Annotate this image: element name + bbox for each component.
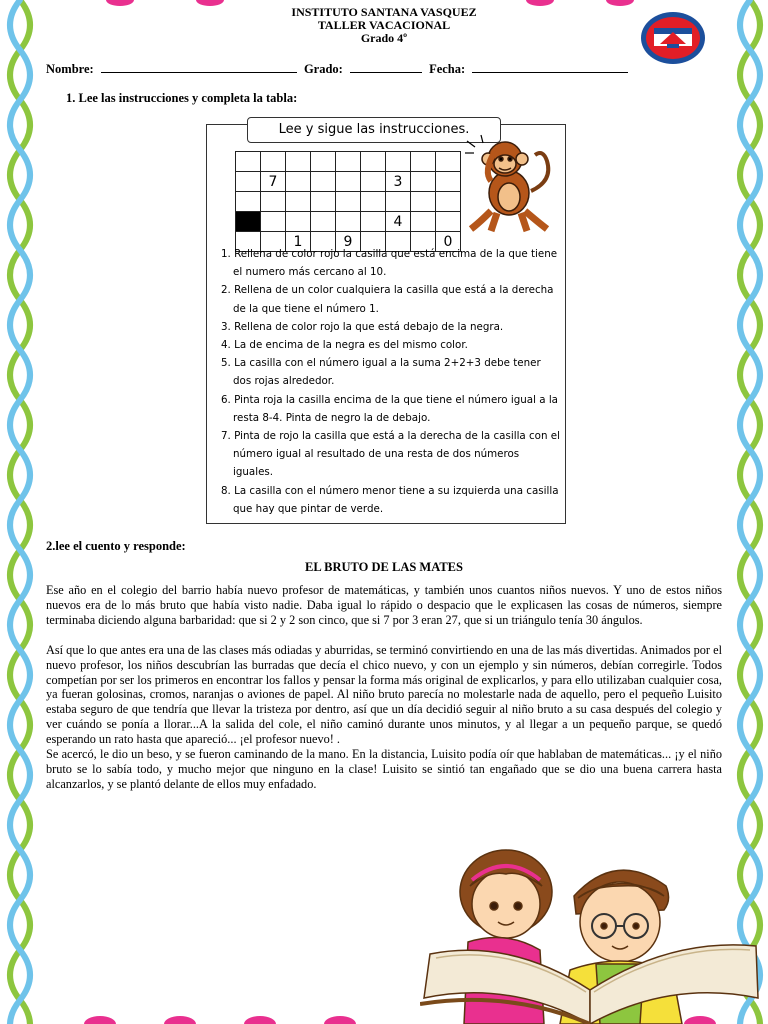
grade-label: Grado: [303,62,343,76]
school-name: INSTITUTO SANTANA VASQUEZ [291,5,477,19]
card-title: Lee y sigue las instrucciones. [247,117,501,143]
monkey-illustration [461,131,557,235]
grid-cell[interactable] [336,212,361,232]
date-label: Fecha: [429,62,466,76]
program-name: TALLER VACACIONAL [317,18,451,32]
story-body [46,583,722,792]
grid-cell[interactable] [361,192,386,212]
story-paragraph: Ese año en el colegio del barrio había nuevo profesor de matemáticas, y también unos cuantos niños nuevos. Y uno de estos niños nuevos era de lo más bruto que había visto nadie. Daba igual lo rápido o despacio que le explicasen las cosas de números, siempre terminaba diciendo alguna barbaridad: que si 2 y 2 son cinco, que si 7 por 3 eran 27, que si un triángulo tenía 30 ángulos. [46,583,722,627]
grid-cell[interactable] [286,192,311,212]
grid-cell[interactable] [336,172,361,192]
pink-dot [84,1016,116,1024]
left-blue-vine [10,0,30,1024]
grid-cell[interactable] [386,152,411,172]
grid-cell[interactable] [236,152,261,172]
grid-cell[interactable]: 0 [436,232,461,252]
grid-cell[interactable] [436,152,461,172]
grid-cell[interactable] [436,212,461,232]
instruction-item: 2. Rellena de un color cualquiera la casilla que está a la derecha de la que tiene el número 1. [221,284,554,315]
grid-cell[interactable] [436,192,461,212]
grid-cell[interactable] [436,172,461,192]
instruction-item: 4. La de encima de la negra es del mismo color. [221,339,468,352]
grid-cell[interactable] [411,152,436,172]
grid-cell[interactable] [261,152,286,172]
exercise-2-prompt: 2.lee el cuento y responde: [46,539,186,553]
grid-row [236,172,461,192]
left-green-vine [10,0,30,1024]
instruction-item: 3. Rellena de color rojo la que está debajo de la negra. [221,320,504,333]
grid-cell[interactable] [411,212,436,232]
grid-row [236,212,461,232]
grid-cell[interactable] [261,192,286,212]
grid-cell[interactable] [361,172,386,192]
pink-dot [324,1016,356,1024]
grid-cell[interactable]: 3 [386,172,411,192]
instruction-item: 6. Pinta roja la casilla encima de la que tiene el número igual a la resta 8-4. Pinta de negro la de debajo. [221,393,558,424]
grid-cell[interactable] [336,192,361,212]
date-field[interactable] [472,62,628,73]
story-title: EL BRUTO DE LAS MATES [305,560,463,574]
grid-cell[interactable] [311,152,336,172]
children-reading-illustration [420,830,760,1024]
instruction-list [221,245,561,518]
grid-cell[interactable] [336,152,361,172]
story-paragraph: Así que lo que antes era una de las clases más odiadas y aburridas, se terminó convirtiendo en una de las más divertidas. Animados por el nuevo profesor, los niños descubrían las burradas que decía el chico nuevo, y con un ejemplo y sin números, debían corregirle. Todos competían por ser los primeros en encontrar los fallos y pensar la forma más original de explicarlos, y para ello utilizaban cualquier cosa, ya fueran golosinas, cromos, naranjas o aviones de papel. Al niño bruto parecía no molestarle nada de aquello, pero el pequeño Luisito estaba seguro de que tendría que llevar la tristeza por dentro, así que un día decidió seguir al niño bruto a su casa después del colegio y ver cuándo se ponía a llorar...A la salida del cole, el niño caminó durante unos minutos, y al llegar a un pequeño parque, se quedó esperando un rato hasta que apareció... ¡el profesor nuevo! . [46,642,722,747]
grid-cell[interactable]: 9 [336,232,361,252]
name-label: Nombre: [46,62,94,76]
instructions-card [206,124,566,524]
grid-cell[interactable] [286,212,311,232]
name-field[interactable] [101,62,297,73]
grid-row [236,152,461,172]
grid-cell[interactable] [386,192,411,212]
instruction-item: 8. La casilla con el número menor tiene a su izquierda una casilla que hay que pintar de verde. [221,484,559,515]
story-paragraph: Se acercó, le dio un beso, y se fueron caminando de la mano. En la distancia, Luisito podía oír que hablaban de matemáticas... ¡y el niño bruto se lo sabía todo, y mucho mejor que ninguno en la clase! Luisito se sintió tan engañado que se dio una buena carrera hasta alcanzarlos, y se plantó delante de ellos muy enfadado. [46,747,722,791]
grid-cell[interactable] [311,172,336,192]
grade-heading: Grado 4º [360,31,408,45]
instruction-item: 7. Pinta de rojo la casilla que está a la derecha de la casilla con el número igual al resultado de una resta de dos números iguales. [221,430,560,479]
grid-cell[interactable] [411,192,436,212]
grid-cell[interactable] [311,212,336,232]
grid-cell[interactable] [286,172,311,192]
instruction-item: 1. Rellena de color rojo la casilla que está encima de la que tiene el numero más cercano al 10. [221,248,558,279]
pink-dot [244,1016,276,1024]
grid-cell[interactable]: 1 [286,232,311,252]
pink-dot [164,1016,196,1024]
grid-cell[interactable] [286,152,311,172]
instruction-item: 5. La casilla con el número igual a la suma 2+2+3 debe tener dos rojas alrededor. [221,357,541,388]
school-logo [640,10,706,66]
grid-cell-black[interactable] [236,212,261,232]
grid-cell[interactable] [411,172,436,192]
number-grid [235,151,461,252]
grade-field[interactable] [350,62,422,73]
grid-cell[interactable]: 7 [261,172,286,192]
grid-cell[interactable] [236,192,261,212]
grid-cell[interactable] [261,212,286,232]
grid-cell[interactable] [361,212,386,232]
grid-cell[interactable] [361,152,386,172]
student-info-line [46,62,632,77]
exercise-1-prompt: 1. Lee las instrucciones y completa la tabla: [66,91,298,105]
grid-cell[interactable] [311,192,336,212]
grid-row [236,192,461,212]
grid-cell[interactable]: 4 [386,212,411,232]
grid-cell[interactable] [236,172,261,192]
